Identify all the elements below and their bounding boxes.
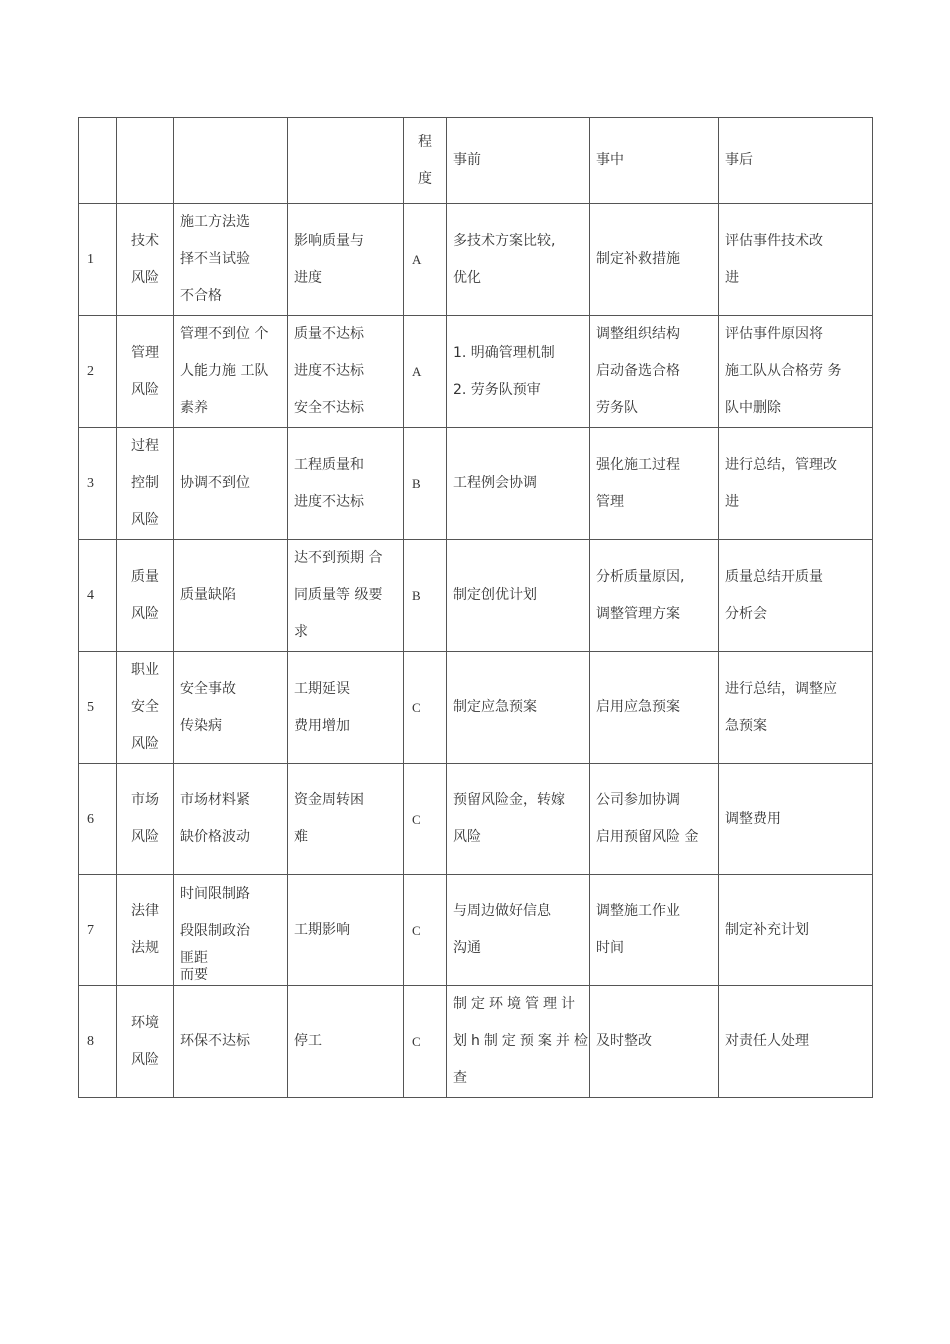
risk-effect <box>288 986 404 1098</box>
measure-after <box>719 204 873 316</box>
before-line: 沟通 <box>453 940 481 956</box>
category-line: 质量 <box>131 568 159 585</box>
measure-after <box>719 986 873 1098</box>
risk-category <box>117 540 174 652</box>
after-line: 队中删除 <box>725 400 781 416</box>
before-line: 多技术方案比较, <box>453 232 556 249</box>
category-line: 环境 <box>131 1014 159 1031</box>
after-line: 对责任人处理 <box>725 1033 809 1049</box>
cause-line: 质量缺陷 <box>180 587 236 603</box>
row-number: 2 <box>79 316 117 428</box>
category-line: 风险 <box>131 605 159 622</box>
during-line: 启动备选合格 <box>596 363 680 379</box>
after-line: 施工队从合格劳 务 <box>725 363 842 379</box>
risk-effect <box>288 316 404 428</box>
cause-line: 人能力施 工队 <box>180 363 269 379</box>
before-line: 与周边做好信息 <box>453 903 551 919</box>
before-line: 查 <box>453 1070 467 1086</box>
row-number: 6 <box>79 764 117 875</box>
category-line: 风险 <box>131 736 159 752</box>
before-line: 工程例会协调 <box>453 475 537 491</box>
header-level-line: 度 <box>418 170 432 187</box>
during-line: 调整施工作业 <box>596 903 680 919</box>
after-line: 进行总结，调整应 <box>725 680 837 697</box>
cause-line: 时间限制路 <box>180 886 250 902</box>
cause-line: 管理不到位 个 <box>180 326 269 342</box>
cause-line: 不合格 <box>180 288 222 304</box>
effect-line: 停工 <box>294 1033 322 1049</box>
header-during: 事中 <box>590 118 719 204</box>
cause-line: 传染病 <box>180 717 222 734</box>
during-line: 制定补救措施 <box>596 251 680 267</box>
table-row <box>79 204 873 316</box>
row-number: 8 <box>79 986 117 1098</box>
category-line: 安全 <box>131 699 159 715</box>
effect-line: 工期延误 <box>294 680 350 697</box>
after-line: 进 <box>725 493 739 510</box>
during-line: 及时整改 <box>596 1033 652 1049</box>
risk-level: C <box>404 764 447 875</box>
before-line: 划h制定预案并检 <box>453 1033 592 1049</box>
cause-line: 择不当试验 <box>180 251 250 267</box>
risk-level: C <box>404 652 447 764</box>
effect-line: 难 <box>294 829 308 845</box>
cause-line: 环保不达标 <box>180 1033 250 1049</box>
measure-during <box>590 204 719 316</box>
cause-line: 协调不到位 <box>180 475 250 491</box>
risk-effect <box>288 428 404 540</box>
risk-level: A <box>404 316 447 428</box>
before-line: 制定创优计划 <box>453 587 537 603</box>
cause-line: 市场材料紧 <box>180 792 250 808</box>
risk-level: C <box>404 875 447 986</box>
risk-cause <box>174 540 288 652</box>
category-line: 技术 <box>131 232 159 249</box>
risk-level: B <box>404 540 447 652</box>
measure-before <box>447 428 590 540</box>
measure-after <box>719 428 873 540</box>
category-line: 职业 <box>131 662 159 678</box>
measure-before <box>447 764 590 875</box>
during-line: 强化施工过程 <box>596 456 680 473</box>
header-cell-effect <box>288 118 404 204</box>
category-line: 法律 <box>131 903 159 919</box>
cause-line: 缺价格波动 <box>180 829 250 845</box>
header-cell-cause <box>174 118 288 204</box>
after-line: 进行总结，管理改 <box>725 456 837 473</box>
row-number: 3 <box>79 428 117 540</box>
effect-line: 费用增加 <box>294 717 350 734</box>
table-row <box>79 652 873 764</box>
risk-level: C <box>404 986 447 1098</box>
effect-line: 工程质量和 <box>294 456 364 473</box>
risk-effect <box>288 652 404 764</box>
measure-before <box>447 316 590 428</box>
risk-cause <box>174 986 288 1098</box>
after-line: 质量总结开质量 <box>725 568 823 585</box>
during-line: 启用预留风险 金 <box>596 829 699 845</box>
before-line: 1. 明确管理机制 <box>453 344 555 361</box>
after-line: 调整费用 <box>725 810 781 827</box>
effect-line: 影响质量与 <box>294 232 364 249</box>
after-line: 急预案 <box>725 717 767 734</box>
category-line: 管理 <box>131 344 159 361</box>
category-line: 风险 <box>131 269 159 286</box>
measure-after <box>719 652 873 764</box>
effect-line: 工期影响 <box>294 921 350 938</box>
risk-level: B <box>404 428 447 540</box>
risk-cause <box>174 428 288 540</box>
during-line: 调整组织结构 <box>596 326 680 342</box>
effect-line: 进度不达标 <box>294 363 364 379</box>
cause-line: 而要 <box>180 967 208 983</box>
during-line: 分析质量原因, <box>596 568 685 585</box>
risk-cause <box>174 875 288 986</box>
risk-effect <box>288 204 404 316</box>
risk-cause <box>174 204 288 316</box>
measure-during <box>590 875 719 986</box>
category-line: 风险 <box>131 1051 159 1068</box>
category-line: 控制 <box>131 475 159 491</box>
risk-cause <box>174 764 288 875</box>
before-line: 优化 <box>453 269 481 286</box>
after-line: 评估事件技术改 <box>725 232 823 249</box>
row-number: 5 <box>79 652 117 764</box>
effect-line: 进度不达标 <box>294 493 364 510</box>
measure-after <box>719 540 873 652</box>
effect-line: 质量不达标 <box>294 326 364 342</box>
cause-line: 素养 <box>180 400 208 416</box>
category-line: 过程 <box>131 438 159 454</box>
category-line: 法规 <box>131 940 159 956</box>
header-before: 事前 <box>447 118 590 204</box>
header-cell-category <box>117 118 174 204</box>
risk-level: A <box>404 204 447 316</box>
measure-during <box>590 764 719 875</box>
after-line: 分析会 <box>725 605 767 622</box>
during-line: 公司参加协调 <box>596 792 680 808</box>
risk-cause <box>174 652 288 764</box>
risk-cause <box>174 316 288 428</box>
after-line: 进 <box>725 269 739 286</box>
cause-line: 段限制政治 <box>180 923 250 939</box>
category-line: 风险 <box>131 829 159 845</box>
effect-line: 达不到预期 合 <box>294 550 383 566</box>
risk-effect <box>288 875 404 986</box>
table-row <box>79 764 873 875</box>
risk-category <box>117 428 174 540</box>
before-line: 制定环境管理计 <box>453 996 579 1012</box>
effect-line: 资金周转困 <box>294 792 364 808</box>
risk-category <box>117 652 174 764</box>
during-line: 启用应急预案 <box>596 699 680 715</box>
risk-category <box>117 986 174 1098</box>
risk-effect <box>288 540 404 652</box>
header-level <box>404 118 447 204</box>
effect-line: 安全不达标 <box>294 400 364 416</box>
during-line: 时间 <box>596 940 624 956</box>
measure-after <box>719 875 873 986</box>
measure-after <box>719 764 873 875</box>
measure-before <box>447 204 590 316</box>
header-level-line: 程 <box>418 133 432 150</box>
row-number: 7 <box>79 875 117 986</box>
measure-before <box>447 652 590 764</box>
effect-line: 进度 <box>294 269 322 286</box>
cause-line: 施工方法选 <box>180 214 250 230</box>
before-line: 2. 劳务队预审 <box>453 381 541 398</box>
risk-effect <box>288 764 404 875</box>
measure-during <box>590 428 719 540</box>
measure-before <box>447 875 590 986</box>
table-row <box>79 540 873 652</box>
header-row <box>79 118 873 204</box>
before-line: 风险 <box>453 829 481 845</box>
risk-category <box>117 204 174 316</box>
during-line: 劳务队 <box>596 400 638 416</box>
measure-before <box>447 986 590 1098</box>
risk-category <box>117 316 174 428</box>
measure-during <box>590 540 719 652</box>
row-number: 4 <box>79 540 117 652</box>
cause-line: 匪距 <box>180 950 208 966</box>
effect-line: 求 <box>294 624 308 640</box>
during-line: 调整管理方案 <box>596 605 680 622</box>
header-cell-no <box>79 118 117 204</box>
category-line: 风险 <box>131 381 159 398</box>
after-line: 制定补充计划 <box>725 921 809 938</box>
category-line: 市场 <box>131 792 159 808</box>
category-line: 风险 <box>131 512 159 528</box>
row-number: 1 <box>79 204 117 316</box>
before-line: 制定应急预案 <box>453 699 537 715</box>
measure-during <box>590 316 719 428</box>
measure-after <box>719 316 873 428</box>
measure-before <box>447 540 590 652</box>
table-row <box>79 316 873 428</box>
after-line: 评估事件原因将 <box>725 326 823 342</box>
cause-line: 安全事故 <box>180 680 236 697</box>
risk-category <box>117 875 174 986</box>
measure-during <box>590 652 719 764</box>
header-after: 事后 <box>719 118 873 204</box>
risk-table <box>78 117 873 1098</box>
measure-during <box>590 986 719 1098</box>
table-row <box>79 428 873 540</box>
before-line: 预留风险金，转嫁 <box>453 792 565 808</box>
table-row <box>79 986 873 1098</box>
table-row <box>79 875 873 986</box>
during-line: 管理 <box>596 493 624 510</box>
risk-category <box>117 764 174 875</box>
effect-line: 同质量等 级要 <box>294 587 383 603</box>
